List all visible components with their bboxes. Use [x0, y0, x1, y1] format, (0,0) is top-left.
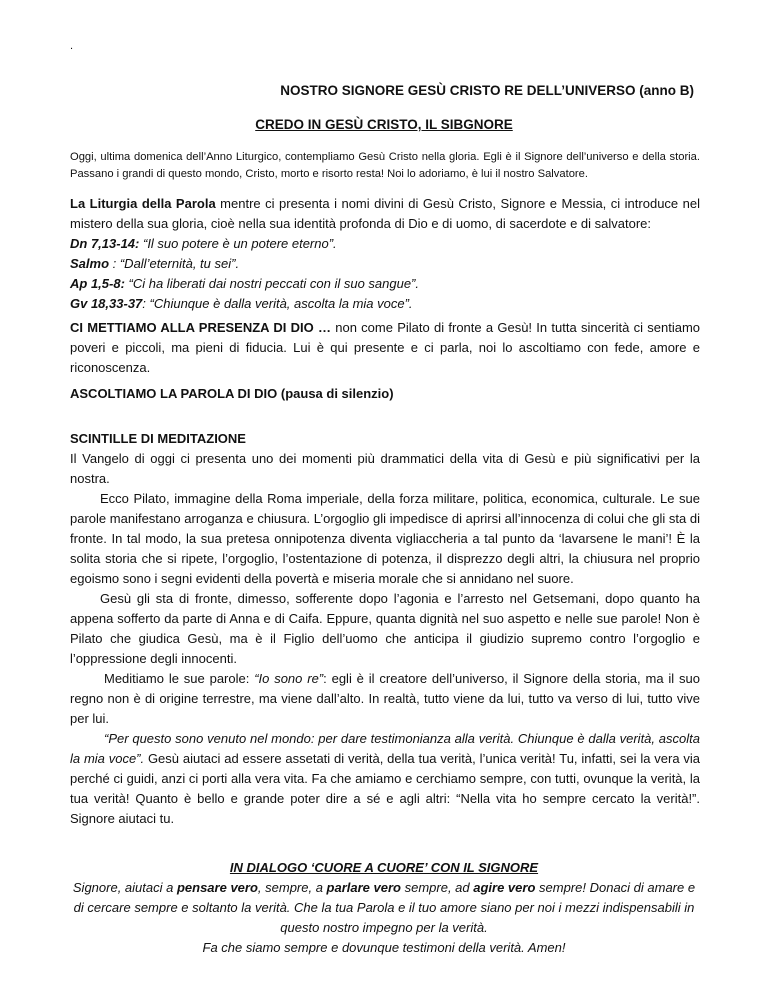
presenza-lead: CI METTIAMO ALLA PRESENZA DI DIO … [70, 320, 331, 335]
prayer-keyword: pensare vero [176, 880, 258, 895]
reading-quote: “Ci ha liberati dai nostri peccati con il suo sangue”. [124, 276, 419, 291]
reading-ref: Gv 18,33-37 [70, 296, 143, 311]
prayer-text: Signore, aiutaci a [72, 880, 177, 895]
liturgy-paragraph [70, 194, 700, 234]
dialog-heading: IN DIALOGO ‘CUORE A CUORE’ CON IL SIGNORE [229, 860, 539, 875]
meditation-paragraph-3: Gesù gli sta di fronte, dimesso, sofferente dopo l’agonia e l’arresto nel Getsemani, dopo quanto ha appena sofferto da parte di Anna e di Caifa. Eppure, quanta dignità nel suo aspetto e nelle sue parole! Non è Pilato che giudica Gesù, ma è il Figlio dell’uomo che anticipa il giudizio supremo contro l’orgoglio e l’oppressione degli innocenti. [70, 591, 700, 666]
meditation-paragraph-4 [70, 669, 700, 729]
p4-post: : egli è il creatore dell’universo, il Signore della storia, ma il suo regno non è di origine terrestre, ma viene dall’alto. In realtà, tutto viene da lui, tutto va verso di lui, tutto vive per lui. [70, 671, 700, 726]
reading-quote: : “Dall’eternità, tu sei”. [109, 256, 240, 271]
prayer-text: , sempre, a [257, 880, 327, 895]
p4-quote: “Io sono re” [254, 671, 324, 686]
reading-ref: Ap 1,5-8: [70, 276, 125, 291]
dialog-closing: Fa che siamo sempre e dovunque testimoni della verità. Amen! [202, 940, 566, 955]
prayer-keyword: agire vero [473, 880, 536, 895]
meditation-paragraph-5 [70, 729, 700, 829]
reading-quote: : “Chiunque è dalla verità, ascolta la mia voce”. [142, 296, 413, 311]
prayer-text: sempre! Donaci di amare e di cercare sempre e soltanto la verità. Che la tua Parola e il tuo amore siano per noi i mezzi indispensabili in questo nostro impegno per la verità. [73, 880, 696, 935]
intro-paragraph: Oggi, ultima domenica dell’Anno Liturgico, contempliamo Gesù Cristo nella gloria. Egli è il Signore dell’universo e della storia. Passano i grandi di questo mondo, Cristo, morto e risorto resta! Noi lo adoriamo, è lui il nostro Salvatore. [70, 151, 700, 180]
reading-line [70, 274, 700, 294]
liturgy-section [70, 194, 700, 314]
dialog-section [70, 858, 698, 958]
page-subtitle: CREDO IN GESÙ CRISTO, IL SIBGNORE [255, 117, 513, 132]
reading-ref: Dn 7,13-14: [70, 236, 140, 251]
reading-line [70, 294, 700, 314]
prayer-keyword: parlare vero [326, 880, 401, 895]
reading-line [70, 234, 700, 254]
p5-quote: “Per questo sono venuto nel mondo: per dare testimonianza alla verità. Chiunque è dalla verità, ascolta la mia voce”. [70, 731, 700, 766]
meditation-paragraph-2: Ecco Pilato, immagine della Roma imperiale, della forza militare, politica, economica, culturale. Le sue parole manifestano arroganza e chiusura. L’orgoglio gli impedisce di aprirsi all’innocenza di colui che gli sta di fronte. In tal modo, la sua pretesa onnipotenza diventa vigliaccheria a tal punto da ‘lavarsene le mani’! È la solita storia che si ripete, l’orgoglio, l’ostentazione di potenza, il disprezzo degli altri, la chiusura nel proprio egoismo sono i segni evidenti della povertà e miseria morale che si annidano nel suore. [70, 491, 700, 586]
ascoltiamo-heading: ASCOLTIAMO LA PAROLA DI DIO (pausa di silenzio) [70, 386, 394, 401]
reading-quote: “Il suo potere è un potere eterno”. [139, 236, 337, 251]
reading-ref: Salmo [70, 256, 110, 271]
page-title: NOSTRO SIGNORE GESÙ CRISTO RE DELL’UNIVERSO (anno B) [280, 83, 694, 98]
liturgy-lead: La Liturgia della Parola [70, 196, 216, 211]
reading-line [70, 254, 700, 274]
meditation-heading: SCINTILLE DI MEDITAZIONE [70, 431, 246, 446]
page-dot: . [70, 40, 74, 52]
presenza-text: non come Pilato di fronte a Gesù! In tutta sincerità ci sentiamo poveri e piccoli, ma pieni di fiducia. Lui è qui presente e ci parla, noi lo ascoltiamo con fede, amore e riconoscenza. [70, 320, 701, 375]
p5-post: Gesù aiutaci ad essere assetati di verità, della tua verità, l’unica verità! Tu, infatti, sei la vera via perché ci guidi, anzi ci porti alla vera vita. Fa che amiamo e cerchiamo sempre, con tutti, ovunque la verità, la tua verità! Quanto è bello e grande poter dire a sé e agli altri: “Nella vita ho sempre cercato la verità!”. Signore aiutaci tu. [70, 751, 700, 826]
presenza-paragraph [70, 318, 700, 378]
p4-pre: Meditiamo le sue parole: [104, 671, 255, 686]
meditation-paragraph-1: Il Vangelo di oggi ci presenta uno dei momenti più drammatici della vita di Gesù e più significativi per la nostra. [70, 451, 700, 486]
dialog-prayer [70, 878, 698, 938]
liturgy-text: mentre ci presenta i nomi divini di Gesù Cristo, Signore e Messia, ci introduce nel mistero della sua gloria, cioè nella sua identità profonda di Dio e di uomo, di sacerdote e di salvatore: [70, 196, 700, 231]
meditation-section [70, 429, 700, 829]
prayer-text: sempre, ad [400, 880, 474, 895]
